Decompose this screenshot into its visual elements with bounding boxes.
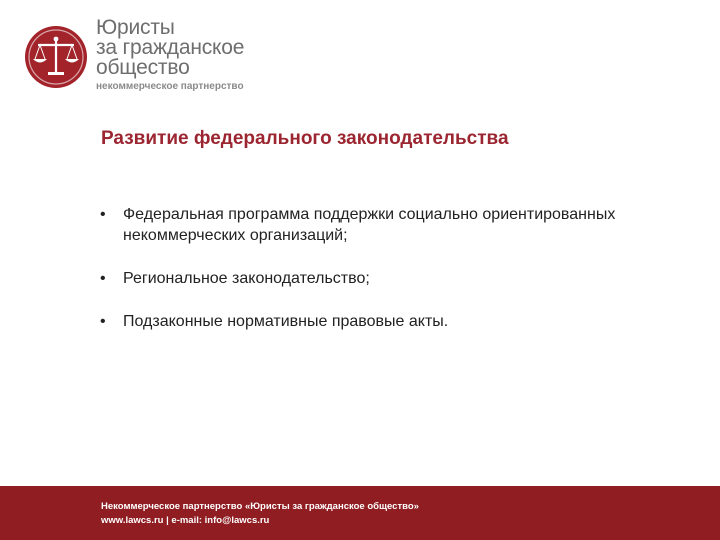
bullet-list xyxy=(100,204,660,354)
footer-organization: Некоммерческое партнерство «Юристы за гражданское общество» xyxy=(101,501,419,512)
footer-text xyxy=(101,500,419,528)
bullet-text: Региональное законодательство; xyxy=(123,270,370,287)
bullet-icon: • xyxy=(100,270,106,287)
bullet-text: Федеральная программа поддержки социально ориентированных некоммерческих организаций; xyxy=(123,206,616,244)
bullet-item xyxy=(100,268,660,289)
footer-bar xyxy=(0,486,720,540)
slide-title: Развитие федерального законодательства xyxy=(101,128,509,149)
logo-line-2: за гражданское xyxy=(96,36,245,59)
logo-line-1: Юристы xyxy=(96,16,175,39)
bullet-item xyxy=(100,204,660,246)
footer-contacts: www.lawcs.ru | e-mail: info@lawcs.ru xyxy=(101,515,270,526)
bullet-icon: • xyxy=(100,206,106,223)
logo-subtitle: некоммерческое партнерство xyxy=(96,81,244,92)
bullet-text: Подзаконные нормативные правовые акты. xyxy=(123,313,449,330)
bullet-icon: • xyxy=(100,313,106,330)
bullet-item xyxy=(100,311,660,332)
scales-of-justice-icon xyxy=(24,25,88,89)
logo-wordmark xyxy=(96,18,244,92)
organization-logo xyxy=(24,16,284,96)
logo-line-3: общество xyxy=(96,56,190,79)
